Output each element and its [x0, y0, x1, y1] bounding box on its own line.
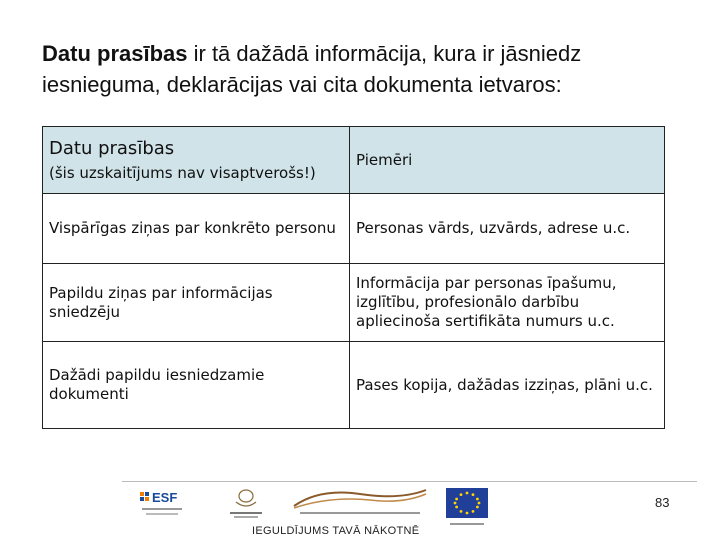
example-cell: Pases kopija, dažādas izziņas, plāni u.c.: [350, 342, 665, 429]
example-cell: Personas vārds, uzvārds, adrese u.c.: [350, 194, 665, 264]
header-examples: Piemēri: [350, 127, 665, 194]
requirement-cell: Papildu ziņas par informācijas sniedzēju: [43, 264, 350, 342]
header-col1-subtitle: (šis uzskaitījums nav visaptverošs!): [49, 164, 316, 182]
header-data-requirements: [43, 127, 350, 194]
data-requirements-table: [42, 126, 665, 429]
esf-logo-text: ESF: [152, 490, 178, 505]
eu-flag-icon: [446, 488, 488, 530]
page-number: 83: [655, 495, 670, 510]
requirement-cell: Vispārīgas ziņas par konkrēto personu: [43, 194, 350, 264]
table-row: [43, 264, 665, 342]
requirement-cell: Dažādi papildu iesniedzamie dokumenti: [43, 342, 350, 429]
state-emblem-icon: [222, 486, 270, 522]
integration-fund-logo-icon: [290, 486, 430, 520]
table-row: [43, 342, 665, 429]
footer-divider: [122, 481, 697, 482]
header-col1-title: Datu prasības: [49, 138, 175, 159]
footer-slogan: IEGULDĪJUMS TAVĀ NĀKOTNĒ: [252, 525, 420, 537]
esf-logo-icon: [138, 486, 194, 522]
intro-paragraph: [42, 38, 692, 100]
example-cell: Informācija par personas īpašumu, izglītību, profesionālo darbību apliecinoša sertifikāta numurs u.c.: [350, 264, 665, 342]
table-row: [43, 194, 665, 264]
intro-text: ir tā dažādā informācija, kura ir jāsniedz iesnieguma, deklarācijas vai cita dokumenta ietvaros:: [42, 41, 582, 97]
intro-bold-term: Datu prasības: [42, 41, 188, 66]
table-header-row: [43, 127, 665, 194]
